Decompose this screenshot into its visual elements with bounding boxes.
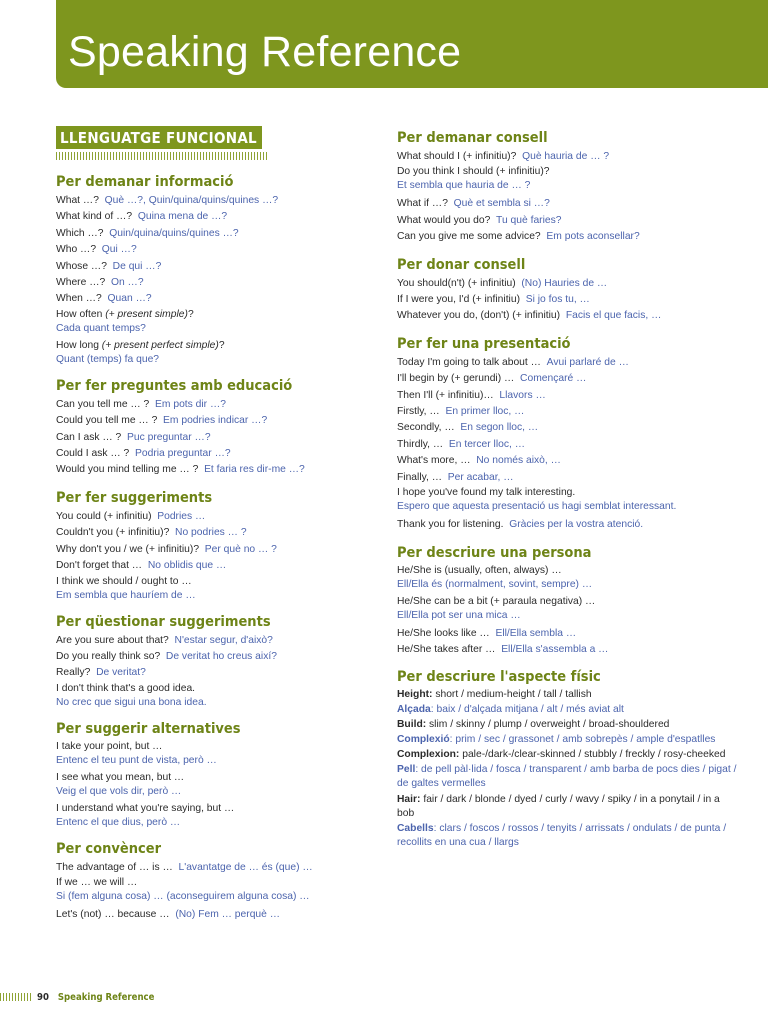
- english-phrase: Are you sure about that?: [56, 634, 169, 646]
- phrase-line: [397, 371, 737, 387]
- english-options: fair / dark / blonde / dyed / curly / wavy / spiky / in a ponytail / in a bob: [397, 793, 720, 820]
- phrase-line-english: [397, 595, 737, 609]
- phrase-line: [56, 509, 376, 525]
- catalan-translation: Et faria res dir-me …?: [204, 464, 305, 476]
- english-phrase: What should I (+ infinitiu)?: [397, 151, 517, 162]
- english-phrase: He/She takes after …: [397, 643, 496, 655]
- phrase-section: [397, 336, 737, 534]
- badge-stripes-decoration: [56, 152, 267, 160]
- phrase-line-english: [56, 771, 376, 785]
- catalan-translation: Quin/quina/quins/quines …?: [109, 227, 239, 239]
- catalan-translation: En primer lloc, …: [445, 406, 525, 418]
- english-phrase: You should(n't) (+ infinitiu): [397, 277, 516, 289]
- english-phrase: What …?: [56, 195, 99, 206]
- section-heading: Per convèncer: [56, 840, 162, 857]
- catalan-translation: De veritat ho creus així?: [165, 650, 277, 662]
- phrase-line: [397, 213, 737, 229]
- catalan-translation: (No) Hauries de …: [521, 277, 608, 289]
- catalan-options: : prim / sec / grassonet / amb sobrepès / ample d'espatlles: [449, 733, 716, 745]
- english-options: short / medium-height / tall / tallish: [432, 689, 592, 701]
- english-phrase: Do you think I should (+ infinitiu)?: [397, 166, 550, 178]
- english-label: Hair:: [397, 793, 421, 805]
- english-phrase: What would you do?: [397, 214, 491, 226]
- catalan-translation: Podries …: [157, 510, 206, 522]
- catalan-options: : clars / foscos / rossos / tenyits / arrissats / ondulats / de punta / recollits en una cua / llargs: [397, 822, 727, 849]
- phrase-line: [56, 542, 376, 558]
- catalan-translation: Entenc el teu punt de vista, però …: [56, 754, 217, 766]
- english-phrase: I don't think that's a good idea.: [56, 682, 196, 694]
- phrase-line: [397, 196, 737, 212]
- catalan-translation: Facis el que facis, …: [565, 310, 662, 322]
- section-heading: Per fer suggeriments: [56, 489, 213, 506]
- phrase-line: [56, 193, 376, 209]
- phrase-section: [56, 378, 376, 479]
- phrase-line-english: [56, 575, 376, 589]
- appearance-entry: [397, 718, 737, 747]
- english-label: Build:: [397, 719, 427, 731]
- phrase-line: [397, 388, 737, 404]
- english-label: Height:: [397, 689, 433, 701]
- english-phrase: When …?: [56, 293, 102, 305]
- phrase-section: [56, 614, 376, 710]
- english-description: [397, 748, 737, 763]
- phrase-line: [56, 413, 376, 429]
- appearance-entry: [397, 688, 737, 717]
- catalan-translation: No oblidis que …: [147, 560, 227, 572]
- phrase-line: [56, 275, 376, 291]
- section-heading: Per fer preguntes amb educació: [56, 377, 293, 394]
- footer-stripes-decoration: [0, 993, 33, 1001]
- english-phrase: If I were you, I'd (+ infinitiu): [397, 294, 521, 306]
- phrase-line: [397, 292, 737, 308]
- english-phrase: Secondly, …: [397, 422, 455, 434]
- english-phrase: He/She is (usually, often, always) …: [397, 564, 562, 576]
- catalan-label: Alçada: [397, 703, 431, 715]
- english-phrase: I'll begin by (+ gerundi) …: [397, 373, 515, 385]
- english-phrase: Really?: [56, 667, 91, 679]
- phrase-line: [397, 437, 737, 453]
- english-phrase-note: (+ present simple): [105, 308, 188, 320]
- phrase-line: [397, 229, 737, 245]
- english-phrase: Who …?: [56, 244, 97, 256]
- english-phrase: If we … we will …: [56, 877, 138, 889]
- english-phrase: What's more, …: [397, 455, 471, 467]
- phrase-line: [397, 355, 737, 371]
- english-phrase: How often: [56, 308, 106, 320]
- english-phrase: Whatever you do, (don't) (+ infinitiu): [397, 310, 561, 322]
- title-banner: [56, 0, 768, 88]
- english-phrase: Would you mind telling me … ?: [56, 464, 199, 476]
- phrase-line: [56, 291, 376, 307]
- catalan-translation: Qui …?: [101, 244, 137, 256]
- appearance-entry: [397, 793, 737, 851]
- phrase-line: [56, 226, 376, 242]
- english-phrase: Can you give me some advice?: [397, 231, 541, 243]
- english-phrase: Couldn't you (+ infinitiu)?: [56, 527, 170, 539]
- catalan-label: Cabells: [397, 822, 434, 834]
- phrase-line-english: [56, 339, 376, 353]
- english-phrase: Whose …?: [56, 260, 107, 272]
- english-options: pale-/dark-/clear-skinned / stubbly / freckly / rosy-cheeked: [459, 749, 726, 761]
- phrase-section: [397, 669, 737, 851]
- phrase-section: [397, 130, 737, 246]
- phrase-line: [56, 525, 376, 541]
- english-phrase: Do you really think so?: [56, 650, 161, 662]
- section-heading: Per demanar consell: [397, 130, 548, 146]
- catalan-translation: Per què no … ?: [204, 543, 277, 555]
- english-phrase: Firstly, …: [397, 406, 440, 418]
- english-phrase: Thirdly, …: [397, 438, 444, 450]
- catalan-translation: Si (fem alguna cosa) … (aconseguirem alguna cosa) …: [56, 891, 310, 903]
- catalan-translation: En tercer lloc, …: [448, 438, 525, 450]
- english-phrase: What if …?: [397, 198, 448, 210]
- phrase-section: [56, 721, 376, 830]
- catalan-translation: L'avantatge de … és (que) …: [178, 861, 313, 873]
- catalan-translation: No crec que sigui una bona idea.: [56, 696, 207, 708]
- english-phrase: Can you tell me … ?: [56, 398, 150, 410]
- english-description: [397, 793, 737, 822]
- english-phrase: I see what you mean, but …: [56, 771, 185, 783]
- catalan-translation: Començaré …: [520, 373, 587, 385]
- catalan-translation: Em pots aconsellar?: [546, 231, 640, 243]
- catalan-translation: Espero que aquesta presentació us hagi semblat interessant.: [397, 501, 677, 513]
- catalan-translation: On …?: [110, 277, 144, 289]
- english-phrase: I think we should / ought to …: [56, 575, 192, 587]
- english-phrase: Where …?: [56, 277, 106, 289]
- section-heading: Per donar consell: [397, 256, 526, 273]
- catalan-options: : baix / d'alçada mitjana / alt / més aviat alt: [430, 703, 624, 715]
- phrase-section: [397, 545, 737, 659]
- english-phrase: I take your point, but …: [56, 740, 163, 752]
- section-heading: Per suggerir alternatives: [56, 720, 241, 737]
- appearance-entry: [397, 748, 737, 792]
- phrase-section: [56, 841, 376, 924]
- english-phrase: Why don't you / we (+ infinitiu)?: [56, 543, 200, 555]
- phrase-section: [56, 174, 376, 367]
- catalan-translation: En segon lloc, …: [460, 422, 539, 434]
- phrase-line: [397, 626, 737, 642]
- catalan-translation: Quan …?: [107, 293, 152, 305]
- english-description: [397, 688, 737, 703]
- english-phrase: Let's (not) … because …: [56, 909, 170, 921]
- catalan-translation: Si jo fos tu, …: [525, 294, 590, 306]
- functional-language-badge: LLENGUATGE FUNCIONAL: [56, 126, 262, 149]
- catalan-translation: Llavors …: [499, 389, 546, 401]
- phrase-line: [56, 665, 376, 681]
- catalan-translation: Tu què faries?: [496, 214, 562, 226]
- catalan-translation: No podries … ?: [175, 527, 247, 539]
- english-phrase: Thank you for listening.: [397, 519, 504, 531]
- english-phrase-tail: ?: [187, 308, 194, 320]
- section-heading: Per qüestionar suggeriments: [56, 613, 271, 630]
- page-footer: [0, 990, 154, 1004]
- catalan-translation: Em sembla que hauríem de …: [56, 589, 196, 601]
- catalan-translation: Què …?, Quin/quina/quins/quines …?: [104, 195, 279, 206]
- english-phrase: I hope you've found my talk interesting.: [397, 487, 576, 499]
- phrase-line: [397, 308, 737, 324]
- phrase-section: [56, 490, 376, 603]
- phrase-line: [56, 242, 376, 258]
- phrase-line: [56, 209, 376, 225]
- page-title: Speaking Reference: [68, 28, 462, 76]
- english-phrase: Could I ask … ?: [56, 448, 130, 460]
- phrase-line: [397, 404, 737, 420]
- phrase-line: [56, 907, 376, 923]
- page-number: 90: [37, 991, 49, 1003]
- phrase-line: [56, 397, 376, 413]
- catalan-translation: De qui …?: [112, 260, 162, 272]
- catalan-translation: Què et sembla si …?: [453, 198, 550, 210]
- phrase-line: [397, 470, 737, 486]
- phrase-section: [397, 257, 737, 325]
- phrase-line: [397, 517, 737, 533]
- phrase-line: [56, 430, 376, 446]
- phrase-line-english: [397, 165, 737, 179]
- english-phrase: How long: [56, 339, 102, 351]
- english-phrase: What kind of …?: [56, 211, 133, 223]
- phrase-line: [56, 558, 376, 574]
- catalan-translation: Quant (temps) fa que?: [56, 353, 160, 365]
- catalan-description: [397, 822, 737, 851]
- phrase-line: [397, 276, 737, 292]
- phrase-line: [397, 642, 737, 658]
- phrase-line-english: [397, 486, 737, 500]
- english-phrase: Today I'm going to talk about …: [397, 356, 541, 368]
- left-column: [56, 126, 376, 935]
- section-heading: Per fer una presentació: [397, 335, 571, 352]
- phrase-line: [56, 860, 376, 876]
- catalan-translation: (No) Fem … perquè …: [175, 909, 281, 921]
- section-badge: [56, 126, 376, 160]
- catalan-label: Complexió: [397, 733, 450, 745]
- english-phrase: Finally, …: [397, 471, 443, 483]
- section-heading: Per demanar informació: [56, 174, 234, 190]
- catalan-translation: Ell/Ella sembla …: [495, 627, 577, 639]
- phrase-line: [56, 649, 376, 665]
- phrase-line: [56, 259, 376, 275]
- catalan-translation: Ell/Ella és (normalment, sovint, sempre) …: [397, 578, 593, 590]
- catalan-options: : de pell pàl·lida / fosca / transparent / amb barba de pocs dies / pigat / de galtes vermelles: [397, 763, 737, 790]
- english-description: [397, 718, 737, 733]
- section-heading: Per descriure una persona: [397, 544, 592, 561]
- catalan-translation: Ell/Ella s'assembla a …: [501, 643, 609, 655]
- english-phrase: You could (+ infinitiu): [56, 510, 152, 522]
- phrase-line-english: [56, 876, 376, 890]
- phrase-line: [56, 633, 376, 649]
- catalan-translation: Ell/Ella pot ser una mica …: [397, 609, 521, 621]
- english-phrase: He/She can be a bit (+ paraula negativa) …: [397, 595, 596, 607]
- english-phrase: I understand what you're saying, but …: [56, 802, 235, 814]
- catalan-translation: Quina mena de …?: [137, 211, 228, 223]
- phrase-line-english: [56, 802, 376, 816]
- catalan-translation: Puc preguntar …?: [126, 431, 211, 443]
- catalan-description: [397, 703, 737, 718]
- english-options: slim / skinny / plump / overweight / broad-shouldered: [426, 719, 670, 731]
- catalan-translation: Cada quant temps?: [56, 322, 146, 334]
- phrase-line: [397, 149, 737, 165]
- english-label: Complexion:: [397, 749, 460, 761]
- catalan-translation: Entenc el que dius, però …: [56, 816, 181, 828]
- english-phrase-note: (+ present perfect simple): [101, 339, 219, 351]
- section-heading: Per descriure l'aspecte físic: [397, 669, 601, 686]
- catalan-translation: De veritat?: [96, 667, 146, 679]
- phrase-line: [397, 453, 737, 469]
- catalan-translation: No només això, …: [476, 455, 561, 467]
- phrase-line-english: [56, 308, 376, 322]
- catalan-label: Pell: [397, 763, 416, 775]
- phrase-line: [397, 420, 737, 436]
- english-phrase-tail: ?: [218, 339, 225, 351]
- catalan-translation: Em podries indicar …?: [163, 415, 268, 427]
- catalan-translation: Veig el que vols dir, però …: [56, 785, 182, 797]
- phrase-line: [56, 462, 376, 478]
- english-phrase: Can I ask … ?: [56, 431, 122, 443]
- catalan-translation: Et sembla que hauria de … ?: [397, 180, 531, 192]
- catalan-translation: Per acabar, …: [447, 471, 514, 483]
- english-phrase: Which …?: [56, 227, 104, 239]
- phrase-line-english: [397, 564, 737, 578]
- phrase-line-english: [56, 740, 376, 754]
- english-phrase: Then I'll (+ infinitiu)…: [397, 389, 494, 401]
- right-column: [397, 130, 737, 862]
- phrase-line-english: [56, 682, 376, 696]
- phrase-line: [56, 446, 376, 462]
- footer-title: Speaking Reference: [57, 991, 155, 1003]
- catalan-description: [397, 763, 737, 792]
- english-phrase: Could you tell me … ?: [56, 415, 158, 427]
- catalan-translation: Podria preguntar …?: [135, 448, 231, 460]
- catalan-description: [397, 733, 737, 748]
- english-phrase: The advantage of … is …: [56, 861, 173, 873]
- catalan-translation: Em pots dir …?: [155, 398, 226, 410]
- catalan-translation: Què hauria de … ?: [522, 151, 610, 162]
- catalan-translation: Gràcies per la vostra atenció.: [509, 519, 644, 531]
- english-phrase: He/She looks like …: [397, 627, 490, 639]
- catalan-translation: N'estar segur, d'això?: [174, 634, 273, 646]
- catalan-translation: Avui parlaré de …: [546, 356, 629, 368]
- english-phrase: Don't forget that …: [56, 560, 143, 572]
